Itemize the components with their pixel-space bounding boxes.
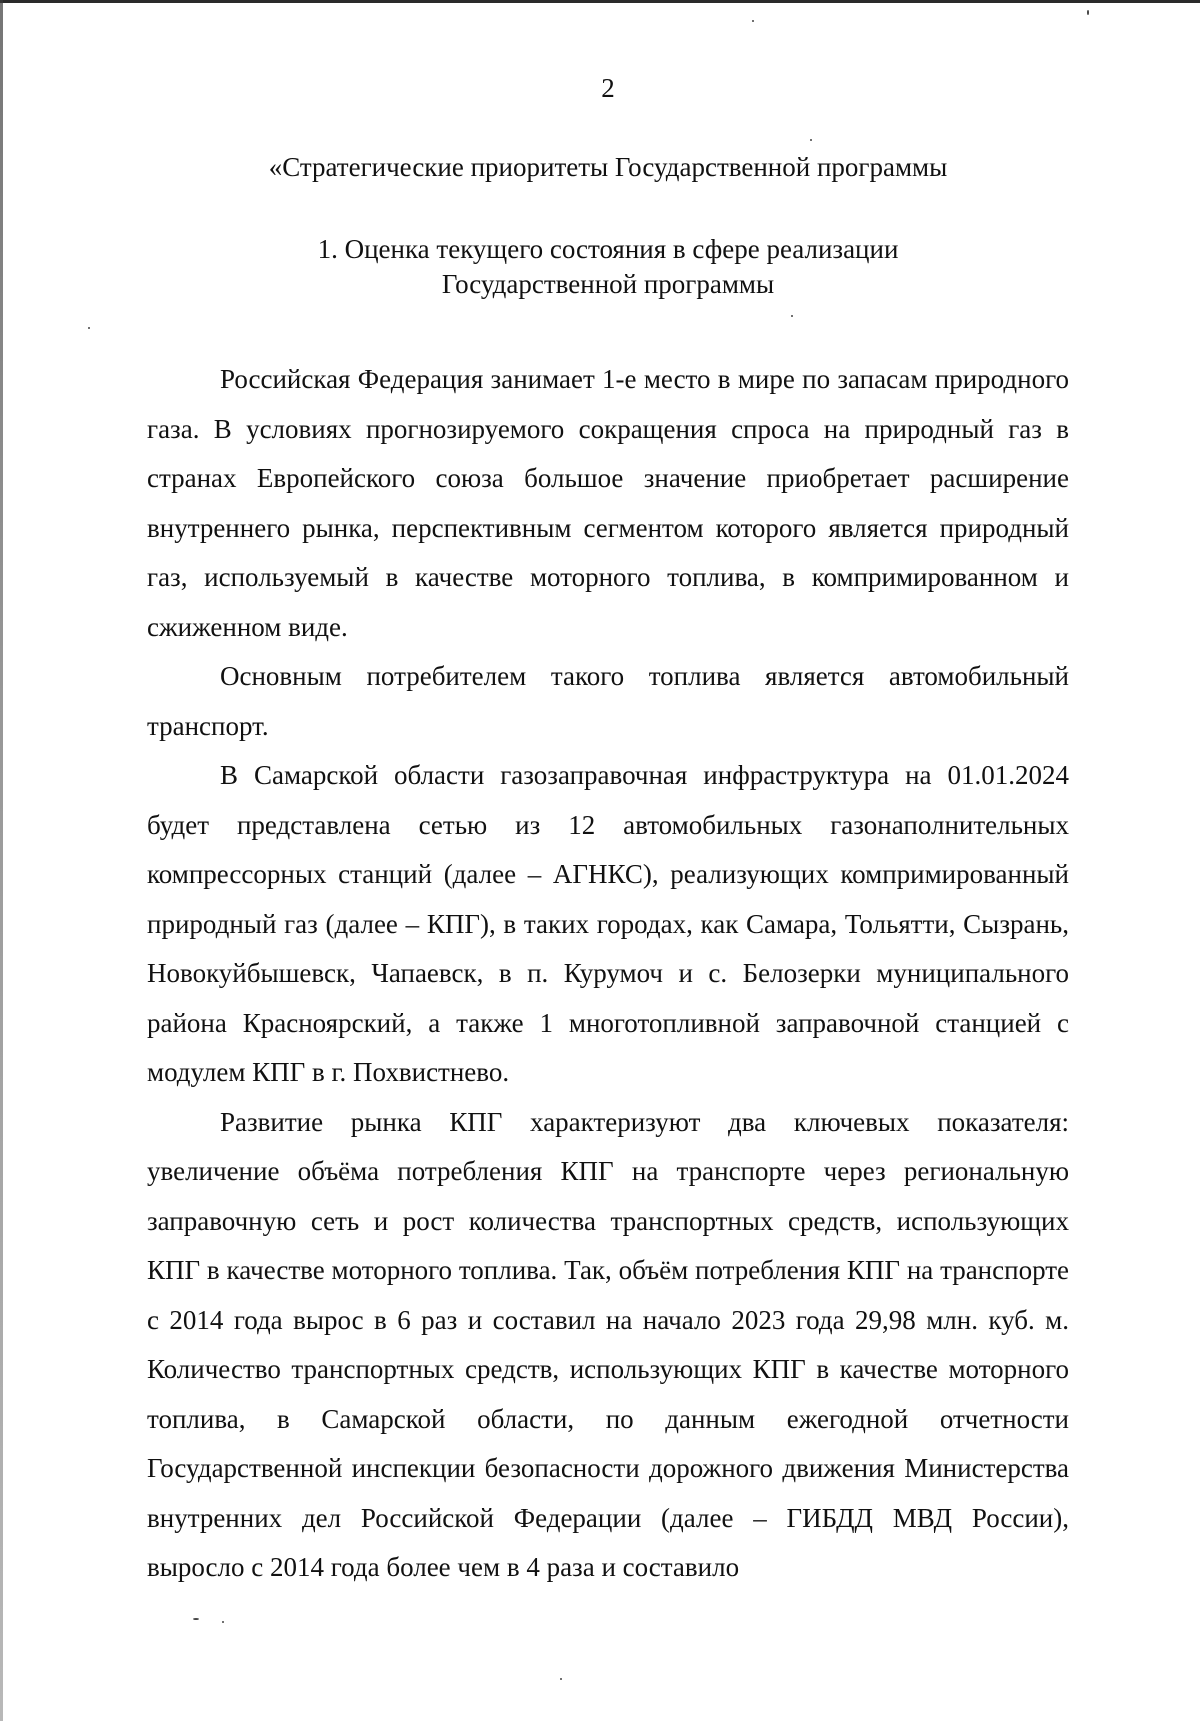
paragraph: Развитие рынка КПГ характеризуют два ключевых показателя: увеличение объёма потребления КПГ на транспорте через региональную заправочную сеть и рост количества транспортных средств, использующих КПГ в качестве моторного топлива. Так, объём потребления КПГ на транспорте с 2014 года вырос в 6 раз и составил на начало 2023 года 29,98 млн. куб. м. Количество транспортных средств, использующих КПГ в качестве моторного топлива, в Самарской области, по данным ежегодной отчетности Государственной инспекции безопасности дорожного движения Министерства внутренних дел Российской Федерации (далее – ГИБДД МВД России), выросло с 2014 года более чем в 4 раза и составило xyxy=(147,1106,1069,1582)
page-number: 2 xyxy=(601,73,615,103)
paragraph: Российская Федерация занимает 1-е место в мире по запасам природного газа. В условиях прогнозируемого сокращения спроса на природный газ в странах Европейского союза большое значение приобретает расширение внутреннего рынка, перспективным сегментом которого является природный газ, используемый в качестве моторного топлива, в компримированном и сжиженном виде. xyxy=(147,364,1069,642)
scan-speck xyxy=(752,20,754,22)
section-heading-line-1: 1. Оценка текущего состояния в сфере реализации xyxy=(317,234,899,264)
scan-speck xyxy=(88,327,90,329)
paragraph: В Самарской области газозаправочная инфраструктура на 01.01.2024 будет представлена сетью из 12 автомобильных газонаполнительных компрессорных станций (далее – АГНКС), реализующих компримированный природный газ (далее – КПГ), в таких городах, как Самара, Тольятти, Сызрань, Новокуйбышевск, Чапаевск, в п. Курумоч и с. Белозерки муниципального района Красноярский, а также 1 многотопливной заправочной станцией с модулем КПГ в г. Похвистнево. xyxy=(147,760,1069,1087)
scan-speck xyxy=(222,1621,224,1623)
document-body xyxy=(147,70,1069,1593)
section-heading-line-2: Государственной программы xyxy=(441,269,775,299)
scan-left-edge xyxy=(0,0,3,1721)
scan-speck xyxy=(1087,10,1089,15)
paragraph: Основным потребителем такого топлива является автомобильный транспорт. xyxy=(147,661,1069,741)
scan-top-edge xyxy=(0,0,1200,3)
section-heading xyxy=(147,232,1069,302)
document-title: «Стратегические приоритеты Государственной программы xyxy=(268,152,948,182)
scan-speck xyxy=(560,1678,562,1680)
scan-speck xyxy=(193,1618,199,1620)
